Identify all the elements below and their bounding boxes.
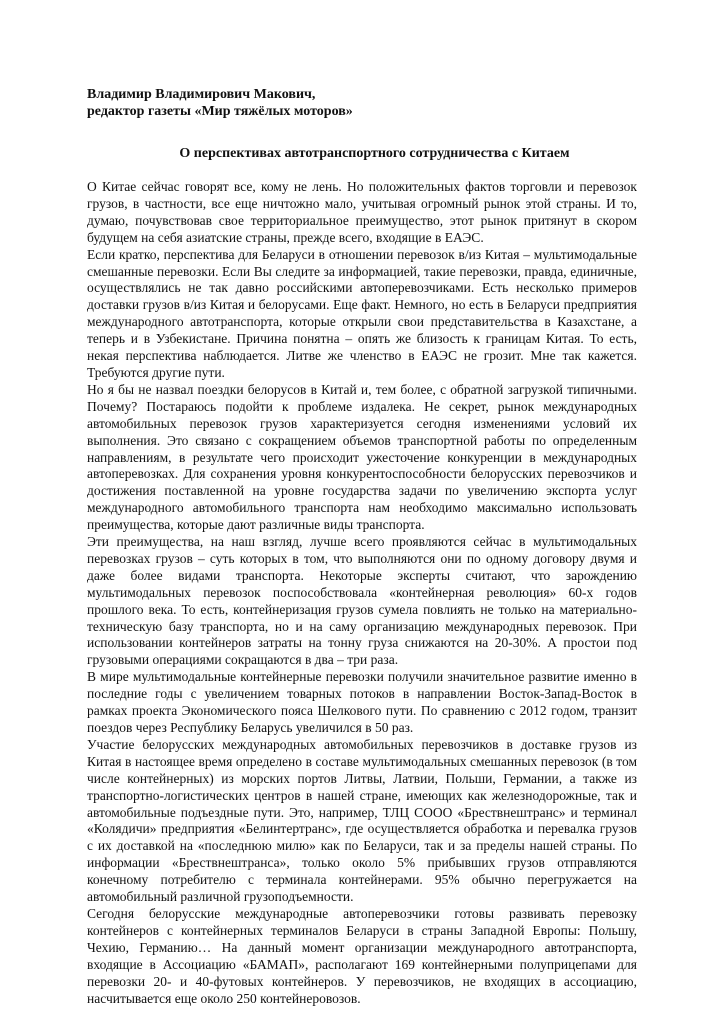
paragraph: Сегодня белорусские международные автоперевозчики готовы развивать перевозку контейнеров с контейнерных терминалов Беларуси в страны Западной Европы: Польшу, Чехию, Германию… На данный момент организации международного автотранспорта, входящие в Ассоциацию «БАМАП», располагают 169 контейнерными полуприцепами для перевозки 20- и 40-футовых контейнеров. У перевозчиков, не входящих в ассоциацию, насчитывается еще около 250 контейнеровозов. bbox=[87, 905, 637, 1006]
author-block bbox=[87, 86, 637, 120]
paragraph: Эти преимущества, на наш взгляд, лучше всего проявляются сейчас в мультимодальных перевозках грузов – суть которых в том, что выполняются они по одному договору двумя и даже более видами транспорта. Некоторые эксперты считают, что зарождению мультимодальных перевозок поспособствовала «контейнерная революция» 60-х годов прошлого века. То есть, контейнеризация грузов сумела повлиять не только на материально-техническую базу транспорта, но и на саму организацию международных перевозок. При использовании контейнеров затраты на тонну груза снижаются на 20-30%. А простои под грузовыми операциями сокращаются в два – три раза. bbox=[87, 534, 637, 668]
paragraph: В мире мультимодальные контейнерные перевозки получили значительное развитие именно в последние годы с увеличением товарных потоков в направлении Восток-Запад-Восток в рамках проекта Экономического пояса Шелкового пути. По сравнению с 2012 годом, транзит поездов через Республику Беларусь увеличился в 50 раз. bbox=[87, 669, 637, 735]
author-name: Владимир Владимирович Макович, bbox=[87, 87, 316, 102]
author-role: редактор газеты «Мир тяжёлых моторов» bbox=[87, 104, 353, 119]
paragraph: Но я бы не назвал поездки белорусов в Китай и, тем более, с обратной загрузкой типичными. Почему? Постараюсь подойти к проблеме издалека. Не секрет, рынок международных автомобильных перевозок грузов характеризуется сегодня изменениями условий их выполнения. Это связано с сокращением объемов транспортной работы по определенным направлениям, в результате чего происходит ужесточение конкуренции в международных автоперевозках. Для сохранения уровня конкурентоспособности белорусских перевозчиков и достижения поставленной на уровне государства задачи по увеличению экспорта услуг международного автомобильного транспорта нам необходимо максимально использовать преимущества, которые дают различные виды транспорта. bbox=[87, 381, 637, 533]
paragraph: Если кратко, перспектива для Беларуси в отношении перевозок в/из Китая – мультимодальные смешанные перевозки. Если Вы следите за информацией, такие перевозки, правда, единичные, осуществлялись не так давно российскими автоперевозчиками. Есть несколько примеров доставки грузов в/из Китая и белорусами. Еще факт. Немного, но есть в Беларуси предприятия международного автотранспорта, которые открыли свои представительства в Казахстане, а теперь и в Узбекистане. Причина понятна – опять же близость к границам Китая. То есть, некая перспектива наблюдается. Литве же членство в ЕАЭС не грозит. Мне так кажется. Требуются другие пути. bbox=[87, 246, 637, 380]
article-title: О перспективах автотранспортного сотрудничества с Китаем bbox=[179, 146, 570, 161]
article-body bbox=[87, 179, 637, 1007]
paragraph: О Китае сейчас говорят все, кому не лень. Но положительных фактов торговли и перевозок грузов, в частности, все еще ничтожно мало, учитывая огромный рынок этой страны. И то, думаю, почувствовав свое территориальное преимущество, этот рынок притянут в скором будущем на себя азиатские страны, прежде всего, входящие в ЕАЭС. bbox=[87, 179, 637, 245]
paragraph: Участие белорусских международных автомобильных перевозчиков в доставке грузов из Китая в настоящее время определено в составе мультимодальных смешанных перевозок (в том числе контейнерных) из морских портов Литвы, Латвии, Польши, Германии, а также из транспортно-логистических центров в нашей стране, имеющих как железнодорожные, так и автомобильные подъездные пути. Это, например, ТЛЦ СООО «Брествнештранс» и терминал «Колядичи» предприятия «Белинтертранс», где осуществляется обработка и перевалка грузов с их доставкой на «последнюю милю» как по Беларуси, так и за пределы нашей страны. По информации «Брествнештранса», только около 5% прибывших грузов отправляются конечному потребителю с терминала контейнерами. 95% обычно перегружается на автомобильный различной грузоподъемности. bbox=[87, 736, 637, 905]
document-page bbox=[87, 86, 637, 1007]
